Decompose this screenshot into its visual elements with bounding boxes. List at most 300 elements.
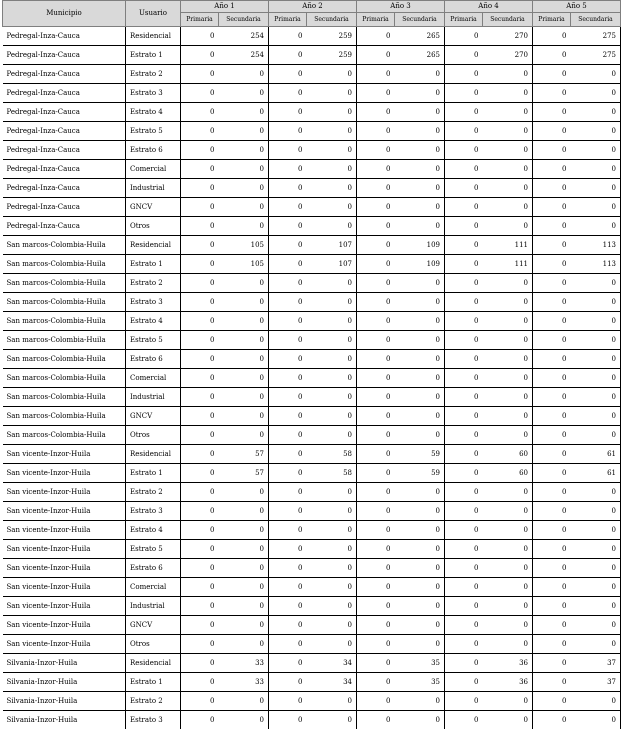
cell-primaria: 0 xyxy=(357,654,395,673)
cell-secundaria: 0 xyxy=(571,578,621,597)
cell-municipio: Pedregal-Inza-Cauca xyxy=(3,46,126,65)
cell-secundaria: 0 xyxy=(307,217,357,236)
cell-municipio: Silvania-Inzor-Huila xyxy=(3,673,126,692)
table-row xyxy=(3,635,621,654)
cell-municipio: Pedregal-Inza-Cauca xyxy=(3,160,126,179)
cell-municipio: San marcos-Colombia-Huila xyxy=(3,388,126,407)
cell-primaria: 0 xyxy=(181,293,219,312)
cell-secundaria: 57 xyxy=(219,464,269,483)
cell-usuario: Estrato 6 xyxy=(126,559,181,578)
cell-primaria: 0 xyxy=(269,122,307,141)
cell-secundaria: 113 xyxy=(571,236,621,255)
cell-primaria: 0 xyxy=(181,103,219,122)
cell-secundaria: 0 xyxy=(395,369,445,388)
cell-secundaria: 37 xyxy=(571,673,621,692)
header-secundaria: Secundaria xyxy=(219,13,269,27)
cell-primaria: 0 xyxy=(269,616,307,635)
cell-primaria: 0 xyxy=(181,635,219,654)
cell-secundaria: 0 xyxy=(483,597,533,616)
cell-primaria: 0 xyxy=(445,692,483,711)
cell-primaria: 0 xyxy=(445,597,483,616)
cell-secundaria: 0 xyxy=(395,521,445,540)
header-year-3: Año 3 xyxy=(357,1,445,13)
table-row xyxy=(3,616,621,635)
cell-secundaria: 61 xyxy=(571,464,621,483)
cell-primaria: 0 xyxy=(357,635,395,654)
cell-primaria: 0 xyxy=(269,692,307,711)
cell-secundaria: 0 xyxy=(571,407,621,426)
cell-secundaria: 0 xyxy=(483,426,533,445)
cell-secundaria: 275 xyxy=(571,27,621,46)
cell-secundaria: 0 xyxy=(395,198,445,217)
cell-primaria: 0 xyxy=(533,255,571,274)
cell-primaria: 0 xyxy=(445,426,483,445)
cell-usuario: Estrato 1 xyxy=(126,46,181,65)
cell-primaria: 0 xyxy=(445,65,483,84)
cell-secundaria: 0 xyxy=(483,198,533,217)
cell-secundaria: 61 xyxy=(571,445,621,464)
cell-primaria: 0 xyxy=(445,464,483,483)
cell-primaria: 0 xyxy=(269,407,307,426)
cell-primaria: 0 xyxy=(181,236,219,255)
cell-secundaria: 0 xyxy=(307,483,357,502)
cell-primaria: 0 xyxy=(181,369,219,388)
cell-secundaria: 0 xyxy=(219,350,269,369)
cell-secundaria: 0 xyxy=(395,141,445,160)
cell-secundaria: 0 xyxy=(483,521,533,540)
cell-municipio: Silvania-Inzor-Huila xyxy=(3,654,126,673)
cell-secundaria: 0 xyxy=(571,103,621,122)
header-primaria: Primaria xyxy=(533,13,571,27)
table-row xyxy=(3,369,621,388)
cell-municipio: San vicente-Inzor-Huila xyxy=(3,445,126,464)
cell-primaria: 0 xyxy=(181,502,219,521)
cell-primaria: 0 xyxy=(269,445,307,464)
cell-primaria: 0 xyxy=(269,179,307,198)
cell-primaria: 0 xyxy=(445,141,483,160)
cell-primaria: 0 xyxy=(181,179,219,198)
cell-secundaria: 0 xyxy=(307,179,357,198)
cell-primaria: 0 xyxy=(445,274,483,293)
cell-primaria: 0 xyxy=(445,160,483,179)
table-row xyxy=(3,217,621,236)
cell-secundaria: 0 xyxy=(571,635,621,654)
cell-primaria: 0 xyxy=(445,635,483,654)
cell-municipio: Pedregal-Inza-Cauca xyxy=(3,27,126,46)
cell-secundaria: 0 xyxy=(571,388,621,407)
cell-secundaria: 0 xyxy=(307,502,357,521)
cell-primaria: 0 xyxy=(269,141,307,160)
cell-primaria: 0 xyxy=(445,350,483,369)
cell-primaria: 0 xyxy=(181,65,219,84)
cell-municipio: San marcos-Colombia-Huila xyxy=(3,407,126,426)
cell-secundaria: 0 xyxy=(483,711,533,730)
cell-secundaria: 0 xyxy=(483,635,533,654)
cell-municipio: San vicente-Inzor-Huila xyxy=(3,464,126,483)
cell-secundaria: 0 xyxy=(219,160,269,179)
cell-municipio: San marcos-Colombia-Huila xyxy=(3,236,126,255)
cell-primaria: 0 xyxy=(357,578,395,597)
cell-secundaria: 0 xyxy=(571,350,621,369)
header-year-5: Año 5 xyxy=(533,1,621,13)
cell-primaria: 0 xyxy=(269,578,307,597)
cell-primaria: 0 xyxy=(181,673,219,692)
cell-primaria: 0 xyxy=(445,388,483,407)
cell-secundaria: 0 xyxy=(571,122,621,141)
cell-secundaria: 0 xyxy=(307,426,357,445)
cell-primaria: 0 xyxy=(269,65,307,84)
cell-primaria: 0 xyxy=(445,578,483,597)
cell-municipio: Pedregal-Inza-Cauca xyxy=(3,65,126,84)
cell-secundaria: 0 xyxy=(307,350,357,369)
cell-secundaria: 0 xyxy=(307,198,357,217)
header-year-4: Año 4 xyxy=(445,1,533,13)
cell-secundaria: 0 xyxy=(395,331,445,350)
cell-usuario: Industrial xyxy=(126,388,181,407)
cell-primaria: 0 xyxy=(533,331,571,350)
cell-primaria: 0 xyxy=(533,426,571,445)
cell-usuario: Comercial xyxy=(126,578,181,597)
cell-secundaria: 0 xyxy=(483,103,533,122)
table-row xyxy=(3,388,621,407)
cell-secundaria: 0 xyxy=(219,483,269,502)
cell-usuario: Estrato 6 xyxy=(126,350,181,369)
cell-secundaria: 0 xyxy=(395,692,445,711)
cell-secundaria: 265 xyxy=(395,27,445,46)
cell-secundaria: 0 xyxy=(219,274,269,293)
cell-secundaria: 0 xyxy=(483,388,533,407)
cell-secundaria: 0 xyxy=(483,369,533,388)
cell-primaria: 0 xyxy=(357,293,395,312)
cell-secundaria: 265 xyxy=(395,46,445,65)
cell-usuario: Estrato 4 xyxy=(126,103,181,122)
cell-primaria: 0 xyxy=(357,198,395,217)
cell-usuario: Residencial xyxy=(126,654,181,673)
cell-secundaria: 0 xyxy=(219,578,269,597)
cell-secundaria: 36 xyxy=(483,654,533,673)
cell-primaria: 0 xyxy=(357,46,395,65)
header-primaria: Primaria xyxy=(269,13,307,27)
table-row xyxy=(3,27,621,46)
table-row xyxy=(3,464,621,483)
cell-primaria: 0 xyxy=(533,84,571,103)
cell-primaria: 0 xyxy=(181,426,219,445)
cell-secundaria: 0 xyxy=(395,160,445,179)
cell-primaria: 0 xyxy=(181,578,219,597)
cell-secundaria: 109 xyxy=(395,255,445,274)
cell-secundaria: 0 xyxy=(395,350,445,369)
table-row xyxy=(3,46,621,65)
cell-secundaria: 58 xyxy=(307,445,357,464)
cell-primaria: 0 xyxy=(357,103,395,122)
table-row xyxy=(3,597,621,616)
cell-usuario: Otros xyxy=(126,217,181,236)
cell-municipio: San marcos-Colombia-Huila xyxy=(3,350,126,369)
cell-primaria: 0 xyxy=(357,540,395,559)
table-row xyxy=(3,65,621,84)
cell-secundaria: 0 xyxy=(219,388,269,407)
cell-primaria: 0 xyxy=(445,673,483,692)
table-row xyxy=(3,521,621,540)
cell-secundaria: 0 xyxy=(483,350,533,369)
cell-secundaria: 0 xyxy=(395,635,445,654)
cell-secundaria: 0 xyxy=(571,483,621,502)
cell-secundaria: 35 xyxy=(395,673,445,692)
cell-secundaria: 111 xyxy=(483,255,533,274)
cell-secundaria: 0 xyxy=(571,331,621,350)
header-secundaria: Secundaria xyxy=(571,13,621,27)
cell-secundaria: 0 xyxy=(219,217,269,236)
cell-secundaria: 0 xyxy=(571,312,621,331)
cell-primaria: 0 xyxy=(533,483,571,502)
cell-secundaria: 0 xyxy=(571,84,621,103)
cell-primaria: 0 xyxy=(181,464,219,483)
cell-secundaria: 0 xyxy=(483,483,533,502)
cell-secundaria: 0 xyxy=(307,274,357,293)
cell-primaria: 0 xyxy=(269,502,307,521)
cell-primaria: 0 xyxy=(181,521,219,540)
cell-usuario: Estrato 4 xyxy=(126,312,181,331)
cell-secundaria: 0 xyxy=(571,521,621,540)
cell-secundaria: 0 xyxy=(219,179,269,198)
cell-usuario: Comercial xyxy=(126,160,181,179)
cell-primaria: 0 xyxy=(181,46,219,65)
cell-municipio: San marcos-Colombia-Huila xyxy=(3,274,126,293)
cell-primaria: 0 xyxy=(357,217,395,236)
cell-primaria: 0 xyxy=(445,179,483,198)
cell-secundaria: 59 xyxy=(395,464,445,483)
cell-secundaria: 60 xyxy=(483,464,533,483)
cell-primaria: 0 xyxy=(533,350,571,369)
cell-primaria: 0 xyxy=(269,160,307,179)
cell-secundaria: 0 xyxy=(219,122,269,141)
cell-primaria: 0 xyxy=(533,312,571,331)
cell-secundaria: 0 xyxy=(219,312,269,331)
cell-secundaria: 0 xyxy=(483,179,533,198)
cell-municipio: San vicente-Inzor-Huila xyxy=(3,635,126,654)
cell-primaria: 0 xyxy=(269,635,307,654)
cell-primaria: 0 xyxy=(181,274,219,293)
cell-primaria: 0 xyxy=(181,616,219,635)
cell-municipio: San vicente-Inzor-Huila xyxy=(3,559,126,578)
header-secundaria: Secundaria xyxy=(395,13,445,27)
cell-secundaria: 0 xyxy=(483,274,533,293)
cell-secundaria: 259 xyxy=(307,46,357,65)
cell-primaria: 0 xyxy=(445,312,483,331)
header-primaria: Primaria xyxy=(357,13,395,27)
cell-secundaria: 0 xyxy=(571,369,621,388)
table-row xyxy=(3,692,621,711)
cell-primaria: 0 xyxy=(357,464,395,483)
cell-secundaria: 0 xyxy=(307,160,357,179)
cell-secundaria: 60 xyxy=(483,445,533,464)
cell-primaria: 0 xyxy=(533,692,571,711)
cell-usuario: Residencial xyxy=(126,27,181,46)
cell-secundaria: 0 xyxy=(307,388,357,407)
cell-usuario: Estrato 3 xyxy=(126,293,181,312)
cell-primaria: 0 xyxy=(445,407,483,426)
cell-municipio: San marcos-Colombia-Huila xyxy=(3,293,126,312)
cell-primaria: 0 xyxy=(445,27,483,46)
cell-usuario: Estrato 1 xyxy=(126,673,181,692)
cell-primaria: 0 xyxy=(269,483,307,502)
cell-primaria: 0 xyxy=(269,559,307,578)
cell-municipio: San marcos-Colombia-Huila xyxy=(3,312,126,331)
table-row xyxy=(3,559,621,578)
cell-primaria: 0 xyxy=(181,350,219,369)
cell-primaria: 0 xyxy=(181,559,219,578)
cell-secundaria: 0 xyxy=(571,293,621,312)
cell-secundaria: 0 xyxy=(395,578,445,597)
cell-usuario: Estrato 2 xyxy=(126,692,181,711)
cell-primaria: 0 xyxy=(357,559,395,578)
cell-secundaria: 0 xyxy=(483,122,533,141)
table-row xyxy=(3,331,621,350)
header-secundaria: Secundaria xyxy=(307,13,357,27)
cell-secundaria: 0 xyxy=(307,635,357,654)
cell-secundaria: 0 xyxy=(395,274,445,293)
cell-primaria: 0 xyxy=(357,274,395,293)
cell-primaria: 0 xyxy=(181,122,219,141)
cell-municipio: Pedregal-Inza-Cauca xyxy=(3,141,126,160)
header-primaria: Primaria xyxy=(181,13,219,27)
cell-primaria: 0 xyxy=(445,103,483,122)
header-year-1: Año 1 xyxy=(181,1,269,13)
cell-secundaria: 0 xyxy=(307,616,357,635)
cell-secundaria: 107 xyxy=(307,255,357,274)
cell-usuario: Residencial xyxy=(126,445,181,464)
cell-primaria: 0 xyxy=(533,464,571,483)
cell-secundaria: 0 xyxy=(483,331,533,350)
cell-primaria: 0 xyxy=(445,84,483,103)
cell-secundaria: 0 xyxy=(571,179,621,198)
cell-secundaria: 57 xyxy=(219,445,269,464)
cell-primaria: 0 xyxy=(533,293,571,312)
cell-secundaria: 0 xyxy=(219,65,269,84)
cell-secundaria: 58 xyxy=(307,464,357,483)
cell-municipio: Pedregal-Inza-Cauca xyxy=(3,103,126,122)
cell-primaria: 0 xyxy=(269,293,307,312)
cell-secundaria: 105 xyxy=(219,236,269,255)
cell-primaria: 0 xyxy=(445,445,483,464)
cell-primaria: 0 xyxy=(181,483,219,502)
cell-primaria: 0 xyxy=(181,141,219,160)
cell-secundaria: 0 xyxy=(307,578,357,597)
cell-primaria: 0 xyxy=(269,46,307,65)
cell-usuario: GNCV xyxy=(126,198,181,217)
cell-secundaria: 0 xyxy=(395,179,445,198)
cell-secundaria: 59 xyxy=(395,445,445,464)
cell-primaria: 0 xyxy=(357,426,395,445)
cell-primaria: 0 xyxy=(357,616,395,635)
cell-primaria: 0 xyxy=(181,84,219,103)
cell-secundaria: 105 xyxy=(219,255,269,274)
table-row xyxy=(3,160,621,179)
cell-secundaria: 0 xyxy=(307,540,357,559)
cell-usuario: Estrato 5 xyxy=(126,122,181,141)
cell-primaria: 0 xyxy=(298,715,303,724)
cell-primaria: 0 xyxy=(269,673,307,692)
cell-primaria: 0 xyxy=(357,388,395,407)
cell-primaria: 0 xyxy=(533,635,571,654)
cell-usuario: GNCV xyxy=(126,407,181,426)
cell-primaria: 0 xyxy=(357,407,395,426)
cell-primaria: 0 xyxy=(533,673,571,692)
cell-primaria: 0 xyxy=(533,597,571,616)
cell-primaria: 0 xyxy=(269,217,307,236)
cell-secundaria: 0 xyxy=(571,217,621,236)
cell-usuario: GNCV xyxy=(126,616,181,635)
cell-primaria: 0 xyxy=(181,692,219,711)
cell-primaria: 0 xyxy=(533,654,571,673)
cell-primaria: 0 xyxy=(533,540,571,559)
cell-secundaria: 0 xyxy=(395,122,445,141)
cell-municipio: Pedregal-Inza-Cauca xyxy=(3,122,126,141)
cell-primaria: 0 xyxy=(445,540,483,559)
cell-secundaria: 0 xyxy=(483,502,533,521)
cell-primaria: 0 xyxy=(445,483,483,502)
cell-primaria: 0 xyxy=(181,597,219,616)
cell-usuario: Estrato 5 xyxy=(126,331,181,350)
cell-secundaria: 0 xyxy=(307,122,357,141)
cell-secundaria: 37 xyxy=(571,654,621,673)
cell-primaria: 0 xyxy=(269,350,307,369)
cell-primaria: 0 xyxy=(357,597,395,616)
table-row xyxy=(3,445,621,464)
table-row xyxy=(3,84,621,103)
cell-primaria: 0 xyxy=(269,464,307,483)
cell-secundaria: 0 xyxy=(571,692,621,711)
header-municipio: Municipio xyxy=(3,1,126,27)
cell-secundaria: 0 xyxy=(307,65,357,84)
cell-primaria: 0 xyxy=(269,521,307,540)
data-table xyxy=(2,0,621,729)
cell-primaria: 0 xyxy=(269,255,307,274)
cell-secundaria: 0 xyxy=(571,160,621,179)
cell-secundaria: 0 xyxy=(307,84,357,103)
cell-usuario: Estrato 1 xyxy=(126,255,181,274)
cell-secundaria: 254 xyxy=(219,27,269,46)
cell-secundaria: 0 xyxy=(219,597,269,616)
cell-primaria: 0 xyxy=(269,274,307,293)
cell-secundaria: 0 xyxy=(307,369,357,388)
cell-primaria: 0 xyxy=(357,350,395,369)
cell-secundaria: 0 xyxy=(307,141,357,160)
cell-primaria: 0 xyxy=(533,103,571,122)
cell-primaria: 0 xyxy=(445,293,483,312)
cell-usuario: Estrato 2 xyxy=(126,274,181,293)
cell-usuario: Estrato 4 xyxy=(126,521,181,540)
cell-primaria: 0 xyxy=(181,27,219,46)
cell-secundaria: 0 xyxy=(395,559,445,578)
table-row xyxy=(3,236,621,255)
cell-primaria: 0 xyxy=(445,255,483,274)
cell-secundaria: 111 xyxy=(483,236,533,255)
cell-usuario: Industrial xyxy=(126,179,181,198)
table-row xyxy=(3,540,621,559)
cell-secundaria: 0 xyxy=(219,84,269,103)
table-row xyxy=(3,673,621,692)
cell-primaria: 0 xyxy=(181,540,219,559)
cell-primaria: 0 xyxy=(445,502,483,521)
cell-secundaria: 0 xyxy=(571,65,621,84)
cell-secundaria: 0 xyxy=(307,331,357,350)
cell-secundaria: 0 xyxy=(483,293,533,312)
cell-secundaria: 0 xyxy=(395,597,445,616)
cell-primaria: 0 xyxy=(181,445,219,464)
cell-secundaria: 0 xyxy=(307,521,357,540)
cell-usuario: Otros xyxy=(126,426,181,445)
